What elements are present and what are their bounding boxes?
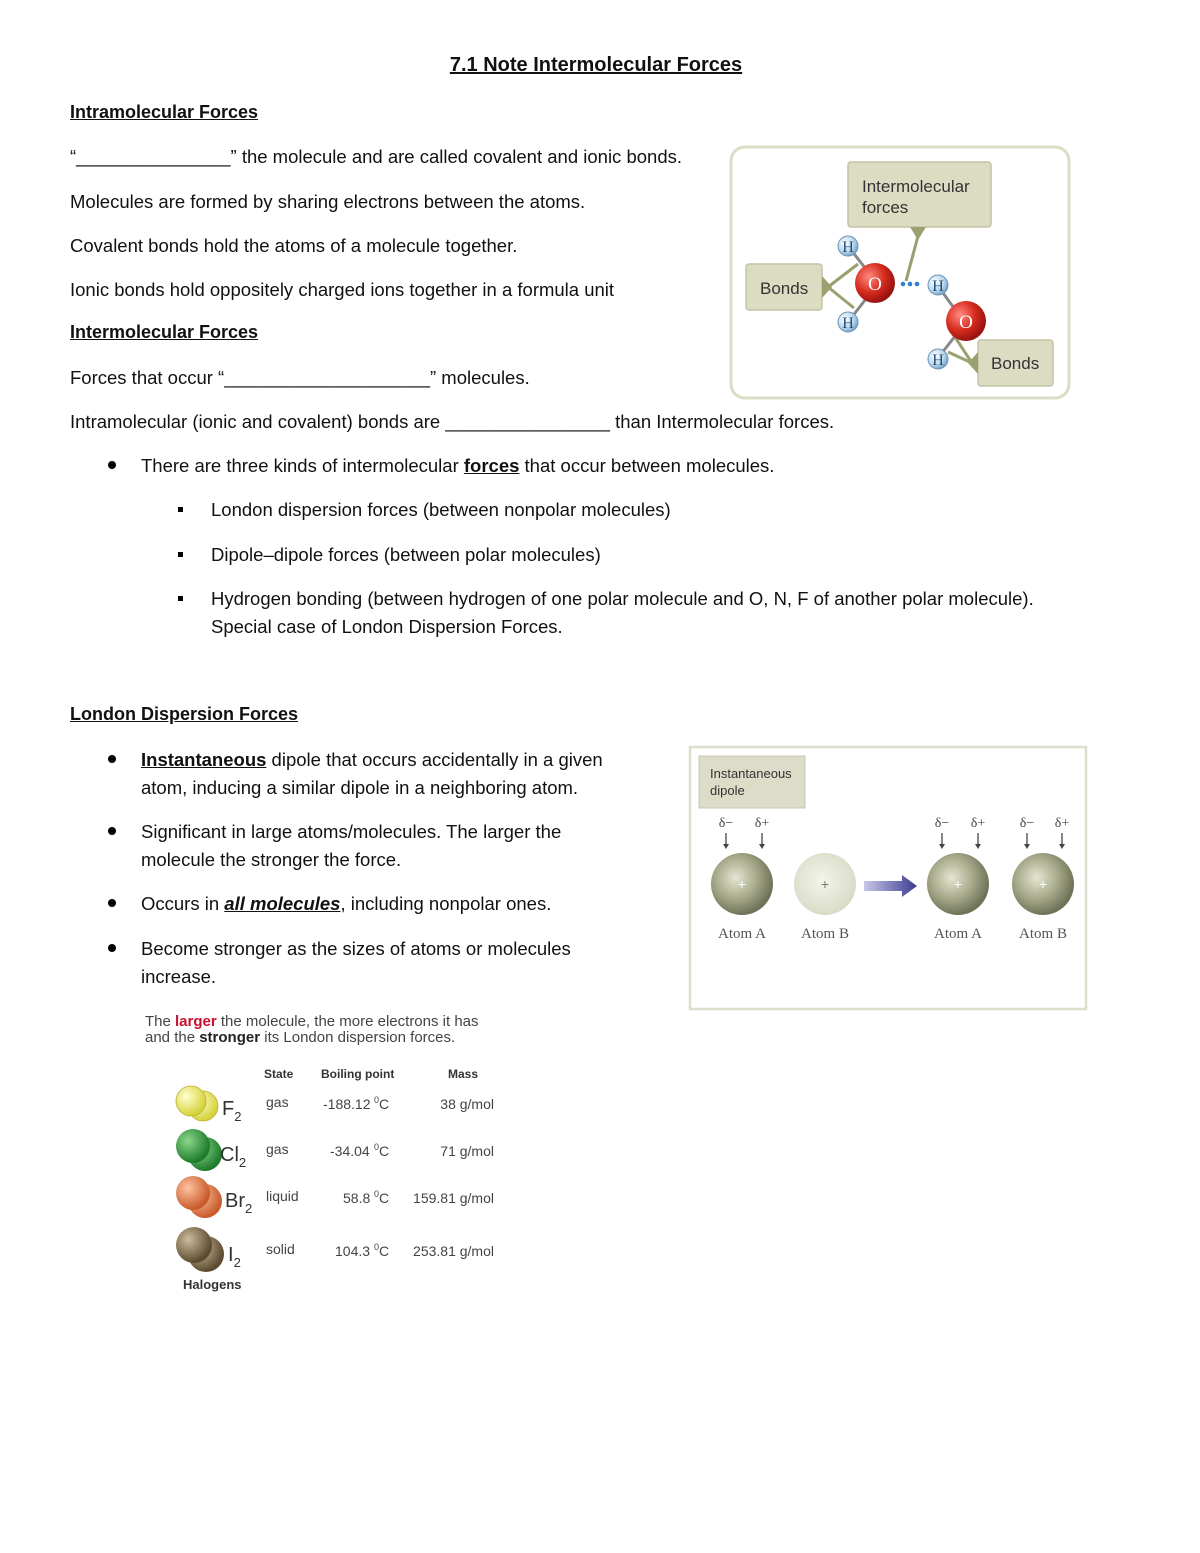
molecule-icon-i2 xyxy=(176,1227,212,1263)
col-bp-header: Boiling point xyxy=(321,1067,395,1081)
hydrogen-atom-label: H xyxy=(932,352,944,369)
celsius: C xyxy=(379,1190,390,1206)
sub-item-dipole: Dipole–dipole forces (between polar molecules) xyxy=(211,544,601,565)
atom-b-label: Atom B xyxy=(1019,926,1067,942)
degree-sup: 0 xyxy=(374,1189,380,1199)
bullet-dot xyxy=(108,827,116,835)
row-bp: -188.12 xyxy=(323,1096,371,1112)
degree-sup: 0 xyxy=(374,1142,380,1152)
molecule-icon-cl2 xyxy=(176,1129,210,1163)
square-bullet xyxy=(178,552,183,557)
inter-blank-1: ____________________ xyxy=(224,367,430,388)
hydrogen-bond-dot xyxy=(908,282,913,287)
london-heading: London Dispersion Forces xyxy=(70,704,299,724)
oxygen-atom-label: O xyxy=(868,274,882,295)
delta-minus-label: δ− xyxy=(1019,816,1035,831)
row-mass: 71 g/mol xyxy=(440,1143,494,1159)
symbol-sub: 2 xyxy=(238,1155,247,1170)
degree-sup: 0 xyxy=(374,1242,380,1252)
celsius: C xyxy=(379,1243,390,1259)
delta-plus-label: δ+ xyxy=(1054,816,1070,831)
symbol-i: I xyxy=(228,1244,234,1266)
square-bullet xyxy=(178,507,183,512)
page-title: 7.1 Note Intermolecular Forces xyxy=(449,54,743,76)
caption-post-1: the molecule, the more electrons it has xyxy=(216,1013,479,1030)
inter-line-1-end: ” molecules. xyxy=(430,367,530,388)
caption-post-2: its London dispersion forces. xyxy=(260,1029,456,1046)
hydrogen-bond-dot xyxy=(901,282,906,287)
row-symbol xyxy=(225,1190,252,1216)
intramolecular-heading: Intramolecular Forces xyxy=(70,102,259,122)
caption-stronger: stronger xyxy=(199,1029,261,1046)
delta-plus-label: δ+ xyxy=(970,816,986,831)
london-bullet-1-line-2: atom, inducing a similar dipole in a neighboring atom. xyxy=(141,777,579,798)
row-symbol xyxy=(220,1144,246,1170)
dipole-label-l1: Instantaneous xyxy=(710,766,792,781)
caption-pre-2: and the xyxy=(145,1029,200,1046)
halogen-caption-line-1 xyxy=(145,1013,479,1030)
row-bp: 58.8 xyxy=(343,1190,371,1206)
halogen-caption-line-2 xyxy=(145,1029,455,1046)
london-bullet-2-line-2: molecule the stronger the force. xyxy=(141,849,402,870)
row-state: solid xyxy=(266,1241,295,1257)
bullet-dot xyxy=(108,899,116,907)
symbol-sub: 2 xyxy=(245,1201,253,1216)
symbol-sub: 2 xyxy=(234,1109,242,1124)
atom-plus: + xyxy=(1038,876,1048,892)
intermolecular-label-l1: Intermolecular xyxy=(862,177,970,196)
halogen-figure xyxy=(140,1005,520,1300)
row-mass: 253.81 g/mol xyxy=(413,1243,494,1259)
instantaneous-dipole-figure xyxy=(688,745,1088,1011)
bonds-left-label: Bonds xyxy=(760,279,809,298)
bullet-dot xyxy=(108,944,116,952)
dipole-label-l2: dipole xyxy=(710,783,745,798)
atom-plus: + xyxy=(820,876,830,892)
row-symbol xyxy=(228,1244,241,1270)
delta-plus-label: δ+ xyxy=(754,816,770,831)
hydrogen-atom-label: H xyxy=(842,315,854,332)
atom-a-label: Atom A xyxy=(718,926,766,942)
atom-a-label: Atom A xyxy=(934,926,982,942)
bonds-right-label: Bonds xyxy=(991,354,1040,373)
london-bullet-3-start: Occurs in xyxy=(141,893,225,914)
row-bp: -34.04 xyxy=(330,1143,370,1159)
row-mass: 159.81 g/mol xyxy=(413,1190,494,1206)
inter-bullet-bold: forces xyxy=(463,455,520,476)
intermolecular-label-l2: forces xyxy=(862,198,909,217)
row-symbol xyxy=(222,1098,241,1124)
atom-plus: + xyxy=(953,876,963,892)
intra-line-1 xyxy=(70,143,682,171)
symbol-sub: 2 xyxy=(233,1255,241,1270)
row-mass: 38 g/mol xyxy=(440,1096,494,1112)
atom-plus: + xyxy=(737,876,747,892)
celsius: C xyxy=(379,1096,390,1112)
bullet-dot xyxy=(108,755,116,763)
london-bullet-1-bold: Instantaneous xyxy=(141,749,267,770)
water-hydrogen-bond-figure xyxy=(728,144,1073,402)
col-mass-header: Mass xyxy=(448,1067,479,1081)
symbol-br: Br xyxy=(225,1190,245,1212)
london-bullet-2-line-1: Significant in large atoms/molecules. The larger the xyxy=(141,821,562,842)
row-state: gas xyxy=(266,1141,289,1157)
halogens-label: Halogens xyxy=(183,1277,242,1292)
hydrogen-atom-label: H xyxy=(932,278,944,295)
row-bp-unit xyxy=(374,1095,389,1112)
london-bullet-4-line-2: increase. xyxy=(141,966,217,987)
inter-bullet-start: There are three kinds of intermolecular xyxy=(141,455,464,476)
inter-line-1 xyxy=(70,364,530,392)
intra-line-2: Molecules are formed by sharing electrons between the atoms. xyxy=(70,191,586,212)
row-bp-unit xyxy=(374,1242,389,1259)
inter-line-2 xyxy=(70,408,834,436)
intra-line-1-open: “ xyxy=(70,146,77,167)
symbol-cl: Cl xyxy=(220,1144,239,1166)
col-state-header: State xyxy=(264,1067,294,1081)
row-state: gas xyxy=(266,1094,289,1110)
hydrogen-bond-dot xyxy=(915,282,920,287)
delta-minus-label: δ− xyxy=(934,816,950,831)
bullet-dot xyxy=(108,461,116,469)
intermolecular-heading: Intermolecular Forces xyxy=(70,322,259,342)
inter-blank-2: ________________ xyxy=(445,411,610,432)
row-state: liquid xyxy=(266,1188,299,1204)
intra-line-1-rest: ” the molecule and are called covalent and ionic bonds. xyxy=(230,146,682,167)
london-bullet-3-emphasis: all molecules xyxy=(224,893,341,914)
instantaneous-dipole-label-box xyxy=(699,756,805,808)
sub-item-hydrogen: Hydrogen bonding (between hydrogen of one polar molecule and O, N, F of another polar molecule). xyxy=(211,588,1034,609)
degree-sup: 0 xyxy=(374,1095,380,1105)
intra-line-3: Covalent bonds hold the atoms of a molecule together. xyxy=(70,235,518,256)
sub-item-hydrogen-cont: Special case of London Dispersion Forces. xyxy=(211,616,563,637)
london-bullet-1-line-1 xyxy=(141,746,603,774)
intra-line-4: Ionic bonds hold oppositely charged ions together in a formula unit xyxy=(70,279,615,300)
sub-item-london: London dispersion forces (between nonpolar molecules) xyxy=(211,499,671,520)
london-bullet-3 xyxy=(141,890,551,918)
inter-line-1-start: Forces that occur “ xyxy=(70,367,225,388)
london-bullet-4-line-1: Become stronger as the sizes of atoms or molecules xyxy=(141,938,571,959)
london-bullet-1-rest: dipole that occurs accidentally in a given xyxy=(266,749,603,770)
intra-blank: _______________ xyxy=(76,146,231,167)
row-bp: 104.3 xyxy=(335,1243,371,1259)
inter-line-2-end: than Intermolecular forces. xyxy=(609,411,835,432)
row-bp-unit xyxy=(374,1142,389,1159)
inter-bullet-end: that occur between molecules. xyxy=(519,455,775,476)
inter-bullet xyxy=(141,452,774,480)
atom-b-label: Atom B xyxy=(801,926,849,942)
square-bullet xyxy=(178,596,183,601)
row-bp-unit xyxy=(374,1189,389,1206)
delta-minus-label: δ− xyxy=(718,816,734,831)
caption-pre-1: The xyxy=(145,1013,176,1030)
inter-line-2-start: Intramolecular (ionic and covalent) bonds are xyxy=(70,411,446,432)
celsius: C xyxy=(379,1143,390,1159)
hydrogen-atom-label: H xyxy=(842,239,854,256)
london-bullet-3-end: , including nonpolar ones. xyxy=(340,893,552,914)
oxygen-atom-label: O xyxy=(959,312,973,333)
molecule-icon-f2 xyxy=(176,1086,206,1116)
symbol-f: F xyxy=(222,1098,235,1120)
molecule-icon-br2 xyxy=(176,1176,210,1210)
caption-larger: larger xyxy=(175,1013,217,1030)
